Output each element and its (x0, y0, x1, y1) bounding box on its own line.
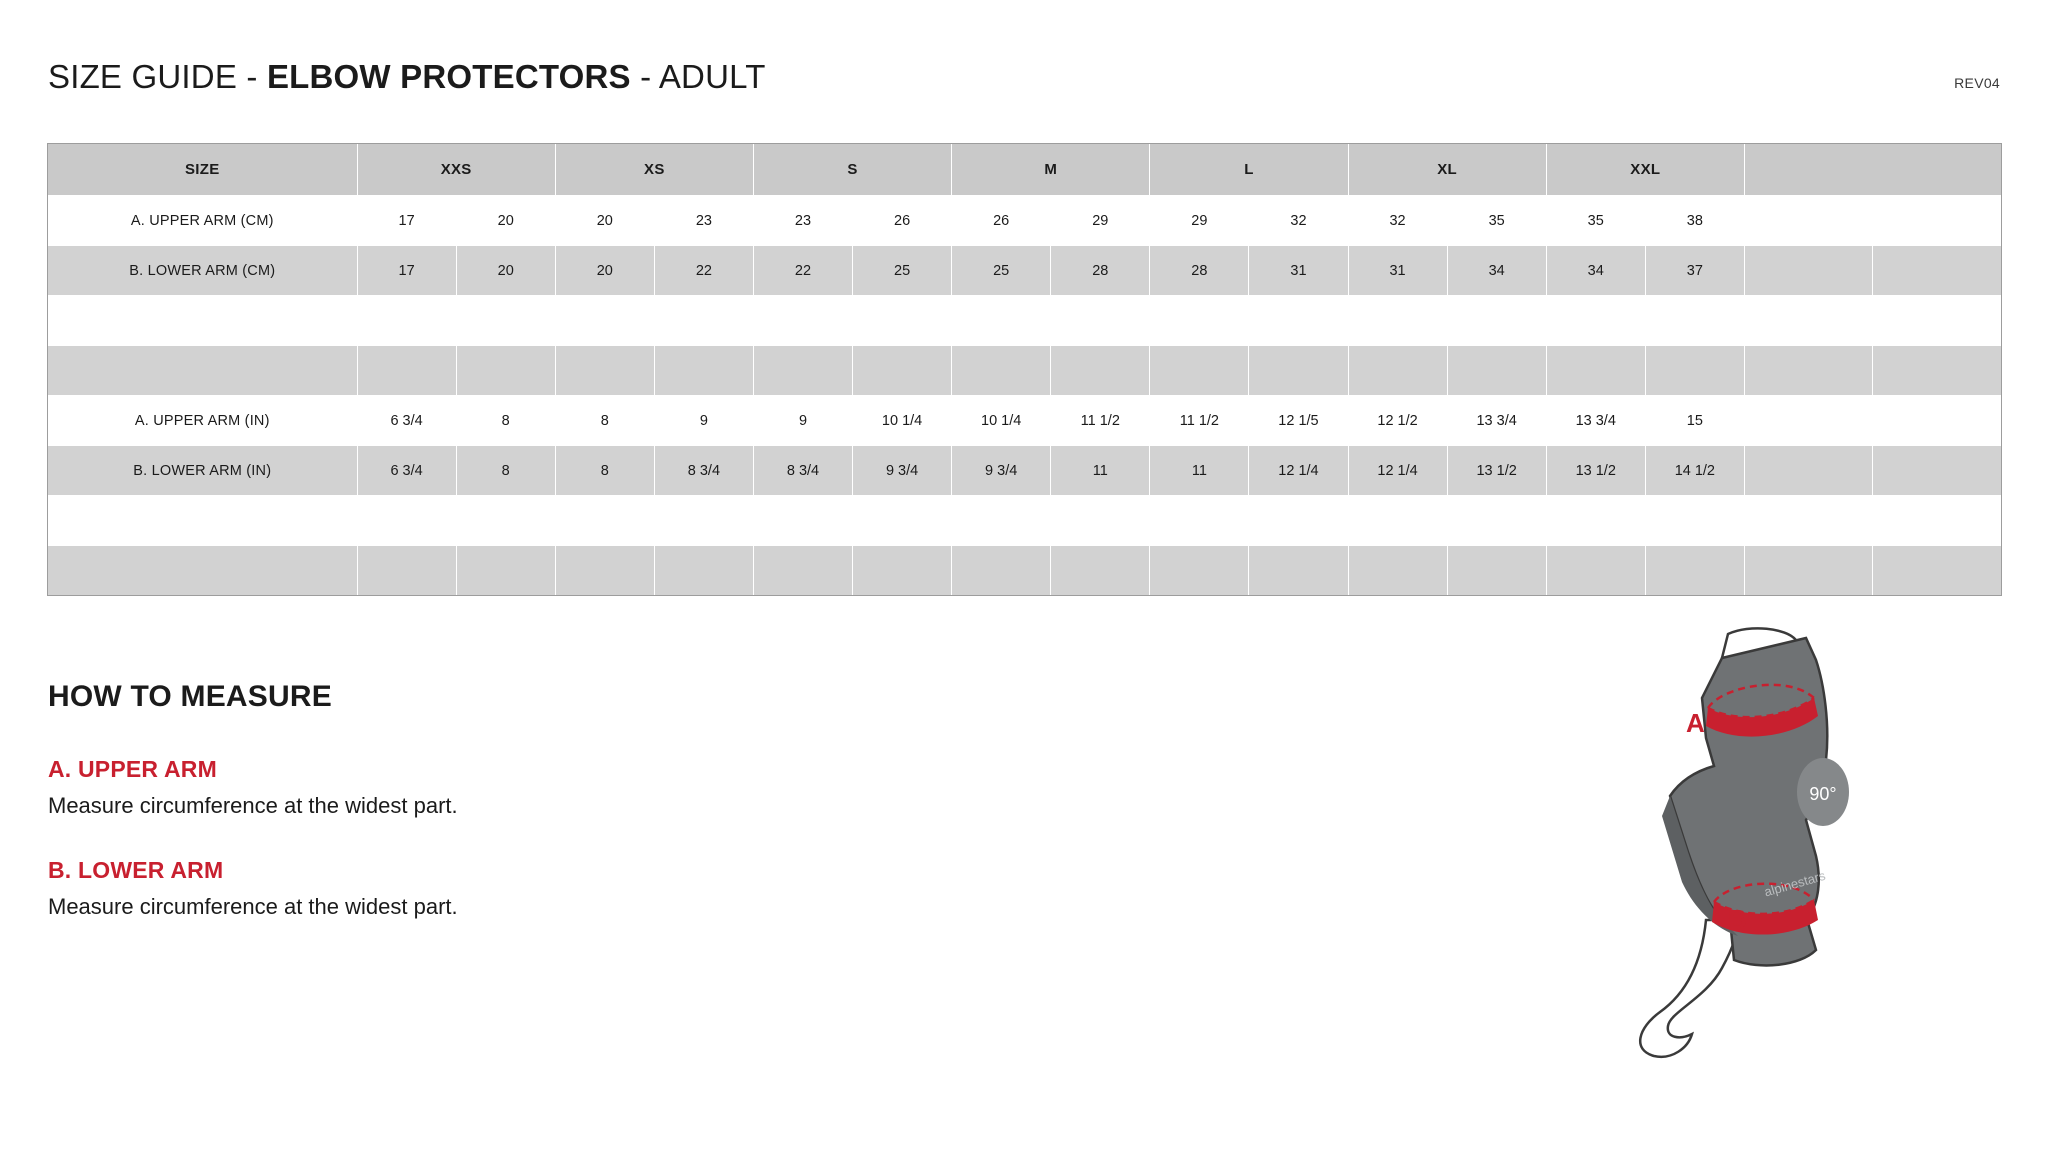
table-cell: 6 3/4 (357, 446, 456, 496)
table-cell: 26 (853, 196, 952, 246)
table-cell (1873, 196, 2002, 246)
table-cell: 26 (952, 196, 1051, 246)
elbow-diagram-svg (1610, 620, 1990, 1060)
angle-label: 90° (1809, 784, 1837, 804)
table-cell (1249, 296, 1348, 346)
table-cell (1150, 346, 1249, 396)
table-cell: 6 3/4 (357, 396, 456, 446)
table-cell (357, 546, 456, 596)
table-cell: 35 (1447, 196, 1546, 246)
table-cell (1249, 546, 1348, 596)
table-cell (357, 346, 456, 396)
table-cell (853, 496, 952, 546)
measure-item-lower-arm (48, 857, 1048, 920)
measure-item-title: A. UPPER ARM (48, 756, 217, 782)
label-b: B (1728, 904, 1747, 934)
table-row-label (48, 296, 358, 346)
table-cell: 28 (1051, 246, 1150, 296)
measure-item-title: B. LOWER ARM (48, 857, 224, 883)
table-cell (654, 296, 753, 346)
label-a: A (1686, 708, 1705, 738)
table-cell (456, 296, 555, 346)
measure-item-upper-arm (48, 756, 1048, 819)
table-cell (1546, 546, 1645, 596)
table-cell (1348, 496, 1447, 546)
table-cell: 34 (1447, 246, 1546, 296)
table-cell: 11 1/2 (1150, 396, 1249, 446)
table-header-size-m: M (952, 144, 1150, 196)
table-cell (1744, 196, 1872, 246)
table-cell (1645, 546, 1744, 596)
table-cell: 29 (1051, 196, 1150, 246)
table-cell (753, 296, 852, 346)
table-cell (1744, 446, 1872, 496)
table-row (48, 446, 2002, 496)
table-cell (853, 296, 952, 346)
page-header (48, 58, 2000, 96)
table-cell (1873, 296, 2002, 346)
table-cell (1150, 546, 1249, 596)
table-row (48, 246, 2002, 296)
table-cell (1744, 396, 1872, 446)
table-cell: 8 3/4 (654, 446, 753, 496)
table-cell: 22 (654, 246, 753, 296)
page-title-prefix: SIZE GUIDE - (48, 58, 267, 95)
table-cell: 17 (357, 196, 456, 246)
table-cell: 9 (654, 396, 753, 446)
table-cell: 29 (1150, 196, 1249, 246)
table-cell: 35 (1546, 196, 1645, 246)
table-cell (1873, 346, 2002, 396)
table-cell: 17 (357, 246, 456, 296)
table-cell: 20 (456, 246, 555, 296)
table-cell (1348, 546, 1447, 596)
table-row (48, 496, 2002, 546)
table-cell: 9 3/4 (952, 446, 1051, 496)
table-cell (853, 546, 952, 596)
table-cell: 34 (1546, 246, 1645, 296)
table-cell (1348, 346, 1447, 396)
table-cell (555, 546, 654, 596)
table-cell: 8 (456, 396, 555, 446)
table-cell (1150, 496, 1249, 546)
page-title (48, 58, 766, 96)
table-cell: 20 (555, 246, 654, 296)
table-cell (1051, 496, 1150, 546)
table-cell: 23 (654, 196, 753, 246)
table-row (48, 546, 2002, 596)
table-cell: 37 (1645, 246, 1744, 296)
table-row-label: A. UPPER ARM (CM) (48, 196, 358, 246)
table-cell (456, 496, 555, 546)
table-cell: 12 1/5 (1249, 396, 1348, 446)
table-cell: 8 (555, 446, 654, 496)
table-cell (753, 496, 852, 546)
table-header-size-xs: XS (555, 144, 753, 196)
table-cell (952, 296, 1051, 346)
table-cell (654, 546, 753, 596)
table-cell: 10 1/4 (853, 396, 952, 446)
how-to-measure-section (48, 680, 1048, 958)
table-cell (1150, 296, 1249, 346)
table-row (48, 296, 2002, 346)
table-cell (654, 496, 753, 546)
measure-item-text: Measure circumference at the widest part. (48, 894, 458, 919)
measure-item-text: Measure circumference at the widest part. (48, 793, 458, 818)
table-cell (1447, 546, 1546, 596)
size-table (47, 143, 2002, 596)
table-cell (1249, 496, 1348, 546)
table-cell: 31 (1348, 246, 1447, 296)
table-cell: 13 3/4 (1447, 396, 1546, 446)
table-cell: 13 1/2 (1546, 446, 1645, 496)
table-cell: 20 (456, 196, 555, 246)
table-cell (357, 296, 456, 346)
table-cell: 28 (1150, 246, 1249, 296)
table-cell (1873, 446, 2002, 496)
table-cell (1744, 296, 1872, 346)
table-cell (1744, 546, 1872, 596)
table-cell: 32 (1249, 196, 1348, 246)
table-cell: 12 1/4 (1348, 446, 1447, 496)
table-cell (1873, 496, 2002, 546)
table-cell: 25 (952, 246, 1051, 296)
table-cell (456, 546, 555, 596)
table-cell (1051, 546, 1150, 596)
table-cell (1645, 346, 1744, 396)
table-cell (1348, 296, 1447, 346)
table-cell (1051, 346, 1150, 396)
table-cell (1744, 346, 1872, 396)
table-cell: 10 1/4 (952, 396, 1051, 446)
table-header-size: SIZE (48, 144, 358, 196)
elbow-protector-illustration (1610, 620, 1990, 1060)
table-cell: 15 (1645, 396, 1744, 446)
table-cell: 14 1/2 (1645, 446, 1744, 496)
table-row (48, 196, 2002, 246)
table-cell: 9 3/4 (853, 446, 952, 496)
table-row (48, 396, 2002, 446)
table-cell: 38 (1645, 196, 1744, 246)
table-cell: 23 (753, 196, 852, 246)
table-cell: 25 (853, 246, 952, 296)
table-cell (753, 346, 852, 396)
table-cell (853, 346, 952, 396)
table-cell (1447, 296, 1546, 346)
table-cell (1447, 346, 1546, 396)
table-cell (1873, 546, 2002, 596)
table-cell (1249, 346, 1348, 396)
how-to-measure-heading: HOW TO MEASURE (48, 680, 332, 713)
table-row-label: A. UPPER ARM (IN) (48, 396, 358, 446)
table-cell (952, 496, 1051, 546)
table-cell (654, 346, 753, 396)
table-cell: 11 (1051, 446, 1150, 496)
table-cell (456, 346, 555, 396)
table-cell (1873, 246, 2002, 296)
table-cell: 31 (1249, 246, 1348, 296)
page-title-suffix: - ADULT (630, 58, 766, 95)
table-cell (357, 496, 456, 546)
table-header-spacer (1744, 144, 2001, 196)
table-row-label: B. LOWER ARM (IN) (48, 446, 358, 496)
table-row-label (48, 496, 358, 546)
table-cell (1546, 296, 1645, 346)
table-header-size-xxs: XXS (357, 144, 555, 196)
table-header-row (48, 144, 2002, 196)
table-cell (1645, 496, 1744, 546)
table-row-label (48, 346, 358, 396)
table-cell (1546, 496, 1645, 546)
table-header-size-s: S (753, 144, 951, 196)
table-cell: 32 (1348, 196, 1447, 246)
table-cell (1873, 396, 2002, 446)
table-header-size-xxl: XXL (1546, 144, 1744, 196)
table-cell (1447, 496, 1546, 546)
table-cell: 9 (753, 396, 852, 446)
table-cell: 22 (753, 246, 852, 296)
table-cell: 8 (555, 396, 654, 446)
table-cell (1546, 346, 1645, 396)
revision-label: REV04 (1954, 75, 2000, 91)
table-cell: 11 1/2 (1051, 396, 1150, 446)
table-cell (555, 296, 654, 346)
table-cell: 13 1/2 (1447, 446, 1546, 496)
table-cell: 13 3/4 (1546, 396, 1645, 446)
table-cell: 12 1/2 (1348, 396, 1447, 446)
table-cell (555, 496, 654, 546)
table-row-label: B. LOWER ARM (CM) (48, 246, 358, 296)
size-table-container (47, 143, 2002, 596)
table-cell: 11 (1150, 446, 1249, 496)
table-cell (952, 546, 1051, 596)
table-header-size-xl: XL (1348, 144, 1546, 196)
table-cell (1744, 246, 1872, 296)
table-row-label (48, 546, 358, 596)
page-title-product: ELBOW PROTECTORS (266, 58, 631, 95)
forearm-outline (1640, 920, 1738, 1057)
table-cell (1645, 296, 1744, 346)
table-cell: 8 (456, 446, 555, 496)
brand-wordmark: alpinestars (1762, 867, 1828, 900)
table-cell: 20 (555, 196, 654, 246)
table-cell: 8 3/4 (753, 446, 852, 496)
table-cell (555, 346, 654, 396)
table-cell (753, 546, 852, 596)
table-cell (1051, 296, 1150, 346)
table-cell: 12 1/4 (1249, 446, 1348, 496)
table-cell (952, 346, 1051, 396)
table-row (48, 346, 2002, 396)
table-cell (1744, 496, 1872, 546)
table-header-size-l: L (1150, 144, 1348, 196)
